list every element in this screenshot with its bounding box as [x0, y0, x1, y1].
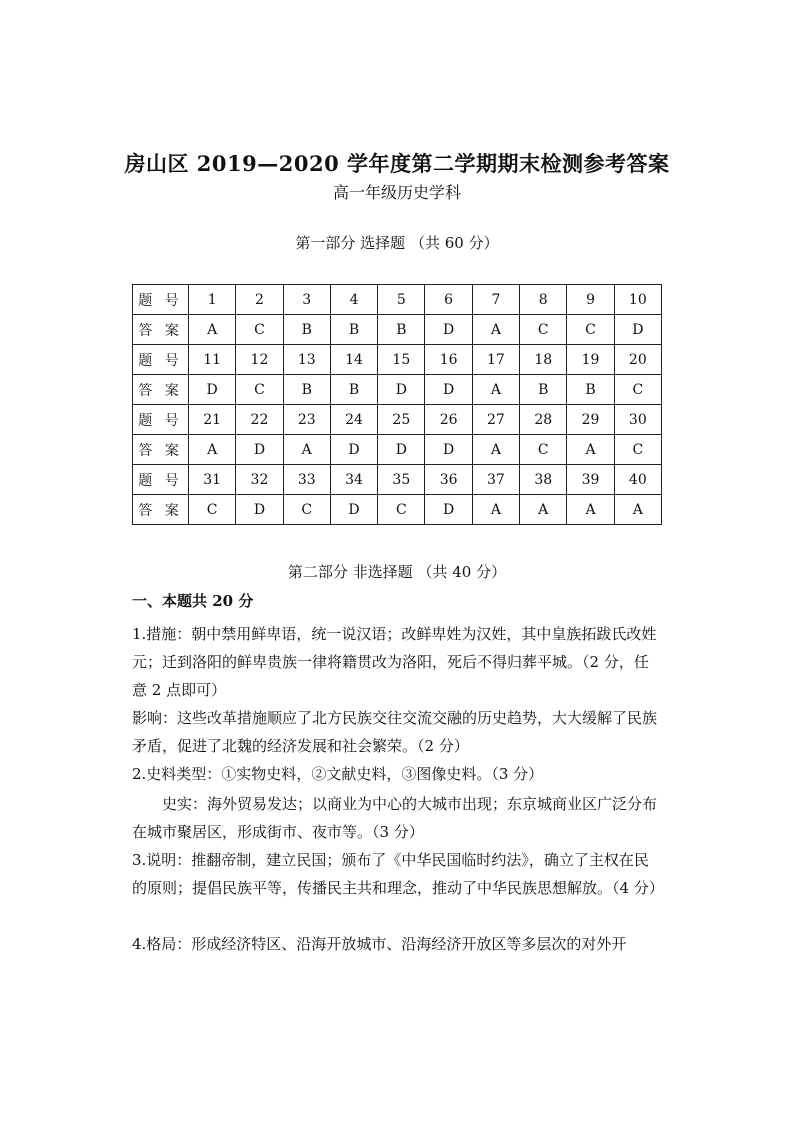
question-number-cell: 13 — [283, 345, 330, 375]
question-number-cell: 40 — [614, 465, 661, 495]
question-number-cell: 39 — [567, 465, 614, 495]
answer-paragraph-impact: 影响：这些改革措施顺应了北方民族交往交流交融的历史趋势，大大缓解了民族矛盾，促进了北魏的经济发展和社会繁荣。（2 分） — [132, 709, 658, 755]
answer-cell: D — [330, 435, 377, 465]
answer-cell: B — [330, 375, 377, 405]
question-number-cell: 31 — [189, 465, 236, 495]
question-number-cell: 25 — [378, 405, 425, 435]
question-number-cell: 18 — [520, 345, 567, 375]
answer-paragraph-explanation: 3.说明：推翻帝制，建立民国；颁布了《中华民国临时约法》，确立了主权在民的原则；提倡民族平等，传播民主共和理念，推动了中华民族思想解放。（4 分） — [132, 851, 664, 897]
question-number-cell: 4 — [330, 285, 377, 315]
question-number-cell: 34 — [330, 465, 377, 495]
question-number-cell: 7 — [472, 285, 519, 315]
answer-row — [133, 375, 662, 405]
question-number-cell: 27 — [472, 405, 519, 435]
question-number-cell: 24 — [330, 405, 377, 435]
answer-row-label: 答 案 — [133, 435, 189, 465]
answer-cell: D — [189, 375, 236, 405]
answer-cell: A — [472, 375, 519, 405]
question-number-label: 题 号 — [133, 345, 189, 375]
question-number-cell: 38 — [520, 465, 567, 495]
question-number-cell: 32 — [236, 465, 283, 495]
question-number-cell: 10 — [614, 285, 661, 315]
question-number-row — [133, 405, 662, 435]
question-number-row — [133, 465, 662, 495]
answer-paragraph-facts: 史实：海外贸易发达；以商业为中心的大城市出现；东京城商业区广泛分布在城市聚居区，形成街市、夜市等。（3 分） — [132, 795, 658, 841]
question-number-cell: 12 — [236, 345, 283, 375]
answer-cell: C — [236, 375, 283, 405]
question-number-label: 题 号 — [133, 465, 189, 495]
answer-table — [132, 284, 662, 525]
answer-cell: D — [425, 495, 472, 525]
answer-cell: D — [378, 375, 425, 405]
answer-cell: B — [567, 375, 614, 405]
question-number-cell: 8 — [520, 285, 567, 315]
answer-row-label: 答 案 — [133, 315, 189, 345]
answer-cell: C — [567, 315, 614, 345]
answer-row — [133, 495, 662, 525]
answer-cell: C — [283, 495, 330, 525]
answer-cell: D — [614, 315, 661, 345]
question-number-cell: 30 — [614, 405, 661, 435]
answer-cell: D — [425, 375, 472, 405]
question-number-cell: 20 — [614, 345, 661, 375]
question-number-cell: 15 — [378, 345, 425, 375]
answer-cell: C — [520, 435, 567, 465]
question-number-cell: 36 — [425, 465, 472, 495]
question-number-label: 题 号 — [133, 285, 189, 315]
answer-row-label: 答 案 — [133, 375, 189, 405]
question-number-cell: 9 — [567, 285, 614, 315]
question-number-cell: 35 — [378, 465, 425, 495]
question-number-cell: 23 — [283, 405, 330, 435]
answer-cell: A — [567, 495, 614, 525]
answer-cell: C — [378, 495, 425, 525]
answer-paragraph-pattern: 4.格局：形成经济特区、沿海开放城市、沿海经济开放区等多层次的对外开 — [132, 935, 627, 953]
answer-cell: B — [378, 315, 425, 345]
answer-cell: C — [614, 375, 661, 405]
answer-cell: C — [189, 495, 236, 525]
question-number-cell: 22 — [236, 405, 283, 435]
question-number-cell: 26 — [425, 405, 472, 435]
question-number-cell: 33 — [283, 465, 330, 495]
question-number-cell: 2 — [236, 285, 283, 315]
question-number-cell: 11 — [189, 345, 236, 375]
question-number-cell: 28 — [520, 405, 567, 435]
answer-row — [133, 315, 662, 345]
page-title: 房山区 2019—2020 学年度第二学期期末检测参考答案 — [124, 151, 670, 176]
answer-row-label: 答 案 — [133, 495, 189, 525]
answer-cell: C — [614, 435, 661, 465]
answer-cell: A — [614, 495, 661, 525]
question-number-cell: 19 — [567, 345, 614, 375]
answer-cell: A — [189, 435, 236, 465]
answer-cell: A — [283, 435, 330, 465]
answer-cell: A — [472, 495, 519, 525]
answer-cell: A — [472, 435, 519, 465]
answer-cell: C — [236, 315, 283, 345]
question-number-cell: 16 — [425, 345, 472, 375]
answer-cell: D — [378, 435, 425, 465]
question-number-cell: 3 — [283, 285, 330, 315]
answer-cell: A — [189, 315, 236, 345]
answer-cell: B — [520, 375, 567, 405]
answer-paragraph-source-types: 2.史料类型：①实物史料，②文献史料，③图像史料。（3 分） — [132, 765, 544, 783]
question-number-cell: 5 — [378, 285, 425, 315]
answer-cell: A — [520, 495, 567, 525]
part1-heading: 第一部分 选择题 （共 60 分） — [295, 234, 499, 252]
question-number-cell: 29 — [567, 405, 614, 435]
answer-cell: A — [472, 315, 519, 345]
question-number-cell: 6 — [425, 285, 472, 315]
question-number-cell: 21 — [189, 405, 236, 435]
answer-cell: D — [236, 495, 283, 525]
question-number-cell: 1 — [189, 285, 236, 315]
answer-cell: B — [283, 375, 330, 405]
answer-paragraph-measures: 1.措施：朝中禁用鲜卑语，统一说汉语；改鲜卑姓为汉姓，其中皇族拓跋氏改姓元；迁到洛阳的鲜卑贵族一律将籍贯改为洛阳，死后不得归葬平城。（2 分，任意 2 点即可） — [132, 625, 657, 699]
answer-cell: D — [425, 435, 472, 465]
answer-cell: D — [425, 315, 472, 345]
question-number-cell: 17 — [472, 345, 519, 375]
question-number-row — [133, 345, 662, 375]
answer-cell: A — [567, 435, 614, 465]
section1-heading: 一、本题共 20 分 — [132, 592, 254, 610]
question-number-label: 题 号 — [133, 405, 189, 435]
answer-cell: D — [236, 435, 283, 465]
page-subtitle: 高一年级历史学科 — [332, 183, 461, 202]
answer-cell: D — [330, 495, 377, 525]
question-number-cell: 14 — [330, 345, 377, 375]
question-number-cell: 37 — [472, 465, 519, 495]
answer-cell: C — [520, 315, 567, 345]
answer-row — [133, 435, 662, 465]
answer-cell: B — [330, 315, 377, 345]
part2-heading: 第二部分 非选择题 （共 40 分） — [287, 563, 507, 581]
answer-cell: B — [283, 315, 330, 345]
question-number-row — [133, 285, 662, 315]
